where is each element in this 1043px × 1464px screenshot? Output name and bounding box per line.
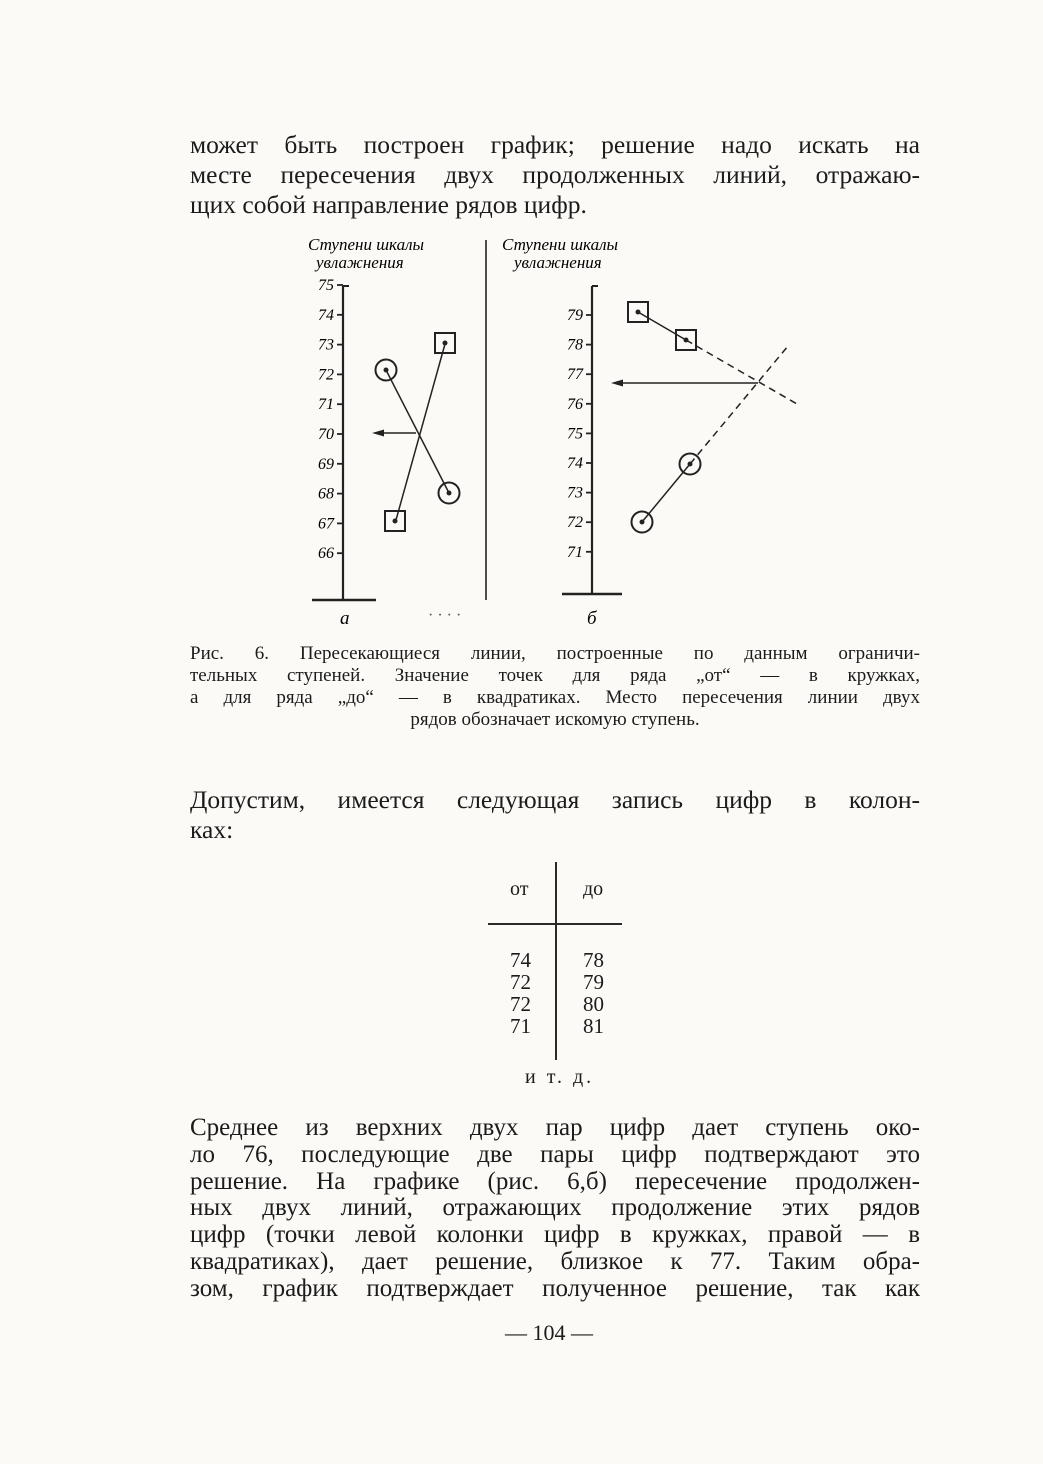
square-marker xyxy=(628,302,648,322)
text-line: Среднее из верхних двух пар цифр дает ступень око- xyxy=(190,1114,920,1141)
square-marker xyxy=(676,330,696,350)
text-line: ных двух линий, отражающих продолжение этих рядов xyxy=(190,1194,920,1222)
from-value: 72 xyxy=(510,992,531,1016)
to-value: 80 xyxy=(583,992,604,1016)
tick-label: 77 xyxy=(567,366,583,384)
panel-a-ticks xyxy=(318,277,343,562)
tick-label: 75 xyxy=(567,425,583,443)
text-line: ло 76, последующие две пары цифр подтверждают это xyxy=(190,1140,920,1168)
to-value: 78 xyxy=(583,948,604,972)
axis-title-a-line2: увлажнения xyxy=(316,253,404,272)
from-value: 74 xyxy=(510,948,531,972)
panel-a-label: а xyxy=(340,608,350,629)
square-marker xyxy=(435,333,455,353)
to-value: 81 xyxy=(583,1014,604,1038)
to-value: 79 xyxy=(583,970,604,994)
panel-b-to-extension xyxy=(686,340,797,404)
axis-title-b-line1: Ступени шкалы xyxy=(502,235,618,254)
caption-line: Рис. 6. Пересекающиеся линии, построенные по данным ограничи- xyxy=(190,643,920,664)
tick-label: 74 xyxy=(567,455,583,472)
tick-label: 68 xyxy=(318,485,334,503)
paragraph-intro xyxy=(190,130,920,220)
panel-b-label: б xyxy=(587,608,597,629)
text-line: решение. На графике (рис. 6,б) пересечение продолжен- xyxy=(190,1167,920,1195)
panel-b-ticks xyxy=(567,307,592,561)
tick-label: 72 xyxy=(318,366,334,384)
arrow-head-icon xyxy=(611,380,623,387)
page-number: — 104 — xyxy=(505,1320,593,1345)
paragraph-example xyxy=(190,785,920,845)
panel-a-from-line xyxy=(386,370,449,493)
column-divider xyxy=(555,862,557,1060)
column-header-from: от xyxy=(510,878,529,900)
caption-line: рядов обозначает искомую ступень. xyxy=(410,709,700,730)
tick-label: 71 xyxy=(318,396,334,414)
text-line: Допустим, имеется следующая запись цифр в колон- xyxy=(190,785,920,814)
tick-label: 72 xyxy=(567,514,583,532)
column-table xyxy=(488,862,628,1062)
tick-label: 67 xyxy=(318,515,334,533)
tick-label: 73 xyxy=(567,484,583,502)
text-line: щих собой направление рядов цифр. xyxy=(190,190,587,219)
text-line: может быть построен график; решение надо искать на xyxy=(190,130,920,159)
header-rule xyxy=(488,923,622,925)
tick-label: 70 xyxy=(318,426,334,443)
tick-label: 78 xyxy=(567,336,583,354)
from-value: 71 xyxy=(510,1014,531,1038)
tick-label: 69 xyxy=(318,455,334,473)
figure-caption xyxy=(190,643,920,731)
text-line: цифр (точки левой колонки цифр в кружках, правой — в xyxy=(190,1221,920,1249)
figure-6 xyxy=(300,228,830,638)
text-line: ках: xyxy=(190,815,234,844)
tick-label: 73 xyxy=(318,336,334,354)
text-line: зом, график подтверждает полученное решение, так как xyxy=(190,1274,920,1302)
text-line: месте пересечения двух продолженных линий, отражаю- xyxy=(190,160,920,189)
square-marker xyxy=(385,511,405,531)
tick-label: 71 xyxy=(567,543,583,561)
caption-line: а для ряда „до“ — в квадратиках. Место пересечения линии двух xyxy=(190,687,920,708)
tick-label: 76 xyxy=(567,395,583,413)
circle-marker xyxy=(680,454,701,475)
etc-note: и т. д. xyxy=(525,1066,595,1088)
circle-marker xyxy=(632,512,653,533)
circle-marker xyxy=(376,360,397,381)
circle-marker xyxy=(439,483,460,504)
tick-label: 75 xyxy=(318,277,334,294)
arrow-head-icon xyxy=(372,430,384,437)
tick-label: 79 xyxy=(567,307,583,324)
dotted-separator: · · · · xyxy=(428,607,462,624)
paragraph-conclusion xyxy=(190,1115,920,1303)
text-line: квадратиках), дает решение, близкое к 77. Таким обра- xyxy=(190,1247,920,1275)
tick-label: 66 xyxy=(318,545,334,563)
axis-title-b-line2: увлажнения xyxy=(514,253,602,272)
column-header-to: до xyxy=(583,878,604,900)
panel-b-from-extension xyxy=(690,346,788,464)
caption-line: тельных ступеней. Значение точек для ряда „от“ — в кружках, xyxy=(190,665,920,686)
from-value: 72 xyxy=(510,970,531,994)
panel-b-to-line xyxy=(638,312,686,340)
tick-label: 74 xyxy=(318,306,334,324)
axis-title-a-line1: Ступени шкалы xyxy=(308,235,424,254)
